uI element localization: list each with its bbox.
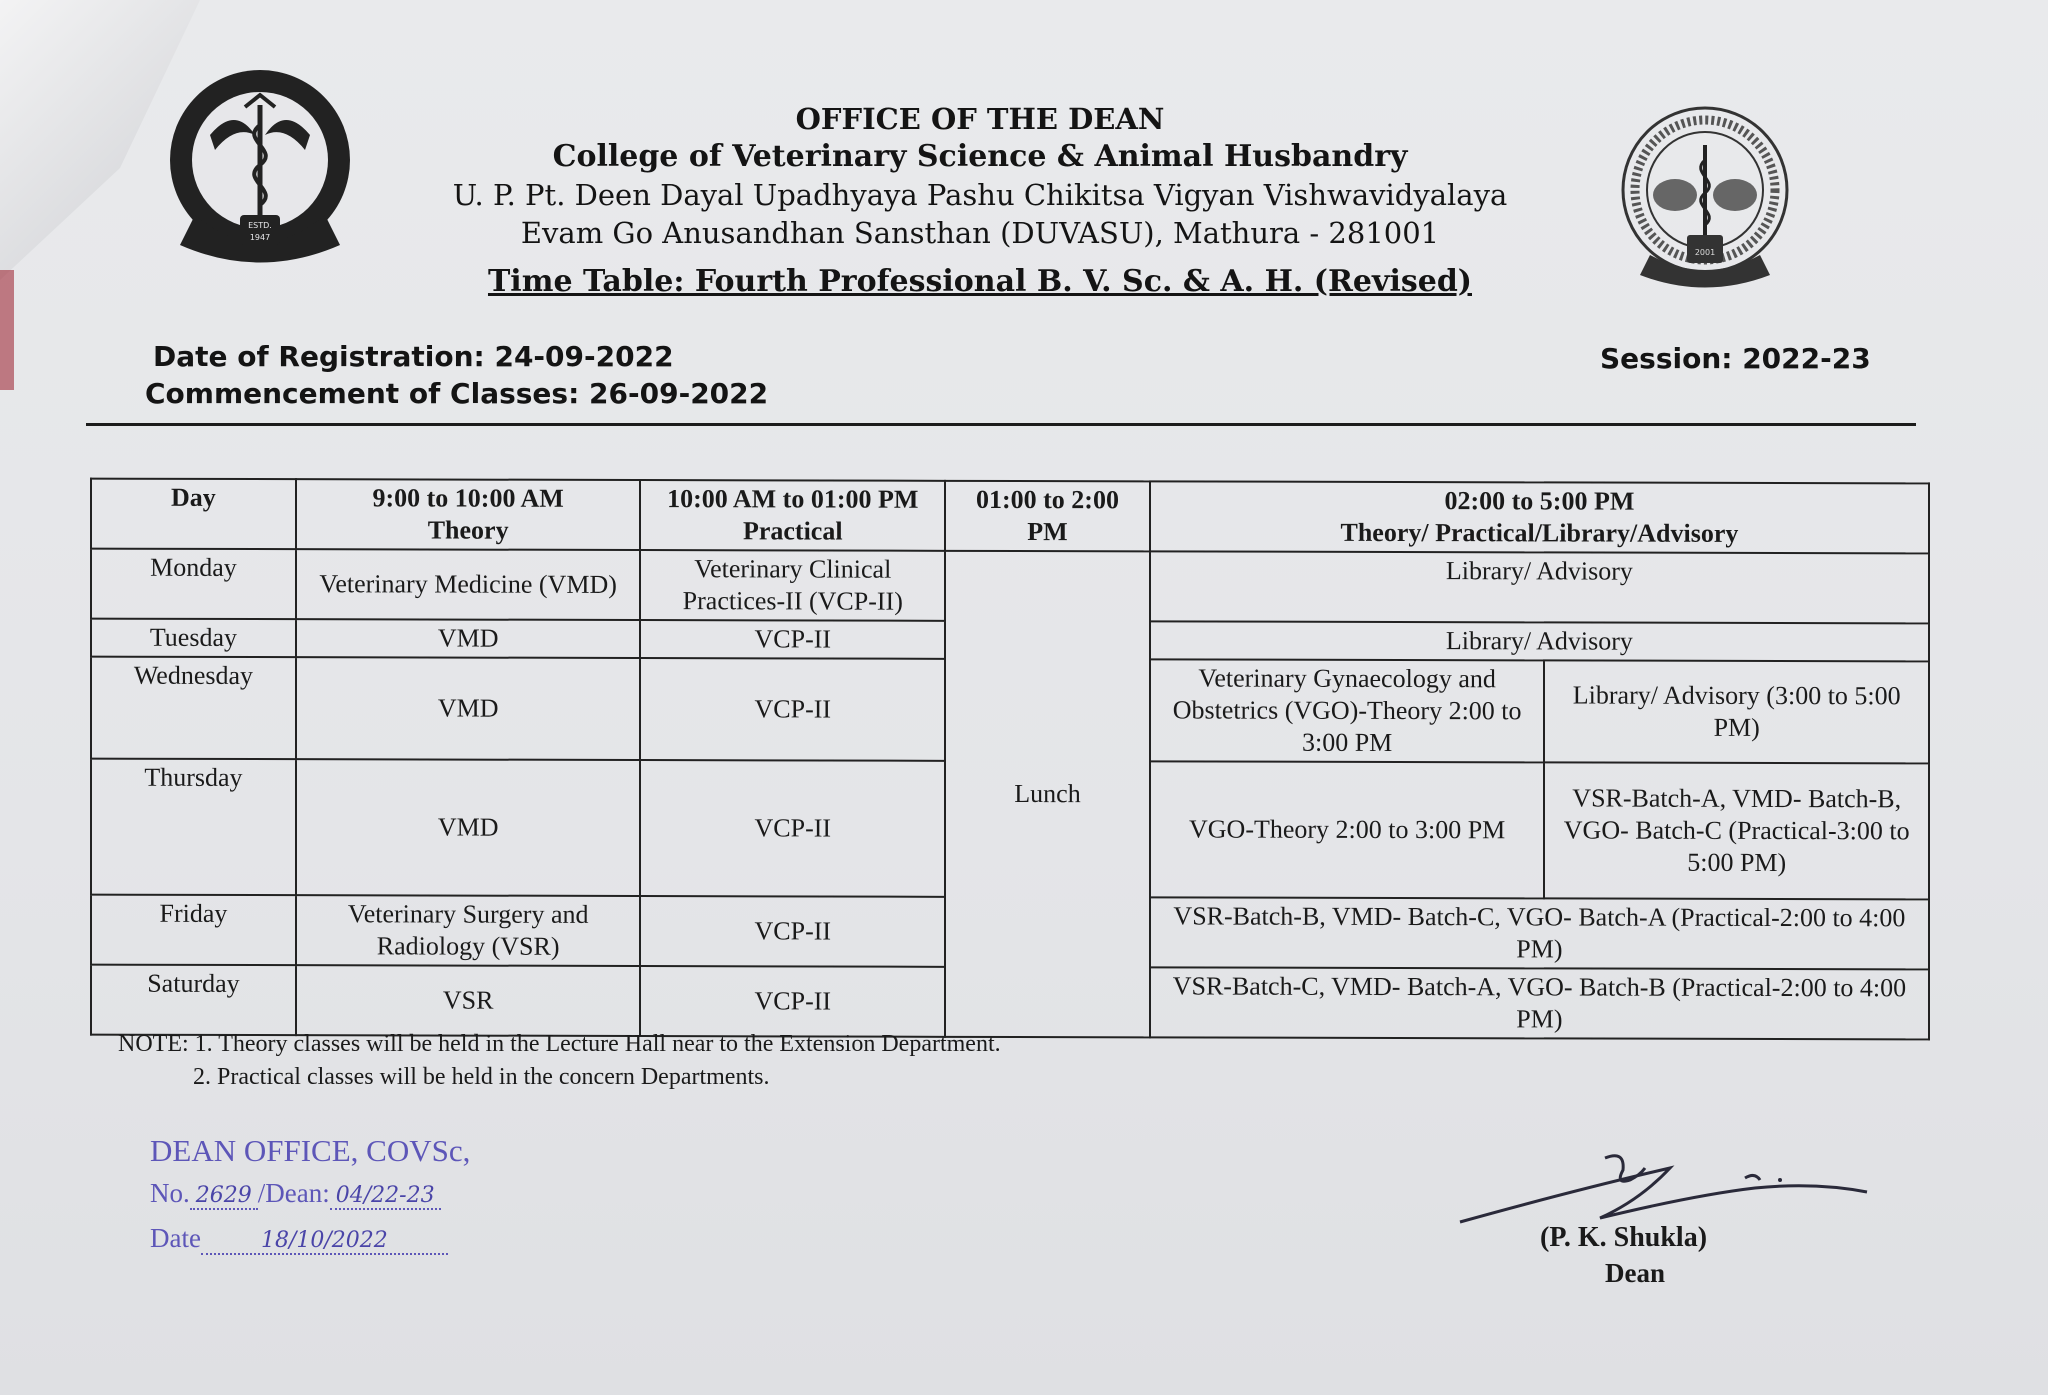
- header-slot3: 01:00 to 2:00 PM: [945, 481, 1150, 552]
- day-cell: Saturday: [91, 965, 296, 1036]
- day-cell: Thursday: [91, 759, 296, 896]
- registration-date: Date of Registration: 24-09-2022: [153, 340, 674, 373]
- logo-right-year: 2001: [1694, 248, 1716, 257]
- header-day: Day: [91, 479, 296, 550]
- stamp-dean-value: 04/22-23: [330, 1183, 441, 1210]
- office-stamp: [150, 1130, 470, 1262]
- theory-cell: VMD: [296, 619, 641, 658]
- note-2: 2. Practical classes will be held in the concern Departments.: [193, 1064, 770, 1090]
- day-cell: Wednesday: [91, 657, 296, 760]
- practical-cell: VCP-II: [640, 620, 945, 659]
- practical-cell: VCP-II: [640, 966, 945, 1037]
- table-row: [91, 549, 1929, 624]
- session-label: Session: 2022-23: [1600, 342, 1871, 375]
- practical-cell: Veterinary Clinical Practices-II (VCP-II): [640, 550, 945, 621]
- afternoon-cell: VSR-Batch-C, VMD- Batch-A, VGO- Batch-B (Practical-2:00 to 4:00 PM): [1150, 967, 1929, 1039]
- header-slot2: 10:00 AM to 01:00 PM Practical: [640, 480, 945, 551]
- theory-cell: VSR: [296, 965, 641, 1036]
- university-address: Evam Go Anusandhan Sansthan (DUVASU), Mathura - 281001: [520, 216, 1440, 250]
- practical-cell: VCP-II: [640, 760, 945, 897]
- note-1: NOTE: 1. Theory classes will be held in the Lecture Hall near to the Extension Department.: [118, 1031, 1001, 1057]
- college-name: College of Veterinary Science & Animal Husbandry: [552, 139, 1408, 174]
- stamp-date-label: Date: [150, 1223, 201, 1253]
- header-divider: [86, 423, 1916, 426]
- lunch-cell: Lunch: [945, 551, 1150, 1038]
- university-logo-icon: [1615, 95, 1795, 300]
- stamp-no-value: 2629: [190, 1183, 258, 1210]
- afternoon-cell-a: VGO-Theory 2:00 to 3:00 PM: [1150, 761, 1545, 898]
- theory-cell: Veterinary Surgery and Radiology (VSR): [296, 895, 641, 966]
- stamp-date-value: 18/10/2022: [201, 1228, 448, 1255]
- stamp-date-line: [150, 1217, 470, 1262]
- background-edge: [0, 270, 14, 390]
- table-header-row: [91, 479, 1929, 554]
- afternoon-cell-b: VSR-Batch-A, VMD- Batch-B, VGO- Batch-C (Practical-3:00 to 5:00 PM): [1544, 762, 1929, 899]
- day-cell: Tuesday: [91, 619, 296, 658]
- logo-year-label: 1947: [249, 233, 271, 242]
- notes: [118, 1028, 1001, 1094]
- theory-cell: VMD: [296, 759, 641, 896]
- college-logo-icon: [155, 65, 370, 265]
- signatory-title: Dean: [1605, 1258, 1665, 1288]
- stamp-dean-label: /Dean:: [257, 1178, 330, 1208]
- afternoon-cell-b: Library/ Advisory (3:00 to 5:00 PM): [1544, 660, 1929, 763]
- afternoon-cell-a: Veterinary Gynaecology and Obstetrics (VGO)-Theory 2:00 to 3:00 PM: [1150, 659, 1545, 762]
- letterhead: [380, 100, 1580, 302]
- stamp-no-label: No.: [150, 1178, 190, 1208]
- practical-cell: VCP-II: [640, 896, 945, 967]
- day-cell: Monday: [91, 549, 296, 620]
- practical-cell: VCP-II: [640, 658, 945, 761]
- office-title: OFFICE OF THE DEAN: [795, 102, 1165, 136]
- header-slot1: 9:00 to 10:00 AM Theory: [296, 479, 641, 550]
- afternoon-cell: Library/ Advisory: [1150, 551, 1929, 623]
- stamp-title: DEAN OFFICE, COVSc,: [150, 1133, 471, 1168]
- logo-estd-label: ESTD.: [248, 221, 272, 230]
- theory-cell: VMD: [296, 657, 641, 760]
- afternoon-cell: Library/ Advisory: [1150, 621, 1929, 661]
- university-name: U. P. Pt. Deen Dayal Upadhyaya Pashu Chikitsa Vigyan Vishwavidyalaya: [452, 178, 1508, 212]
- timetable-title: Time Table: Fourth Professional B. V. Sc. & A. H. (Revised): [487, 264, 1472, 299]
- theory-cell: Veterinary Medicine (VMD): [296, 549, 641, 620]
- day-cell: Friday: [91, 895, 296, 966]
- commencement-date: Commencement of Classes: 26-09-2022: [145, 377, 769, 410]
- signatory-name: (P. K. Shukla): [1540, 1222, 1708, 1253]
- afternoon-cell: VSR-Batch-B, VMD- Batch-C, VGO- Batch-A (Practical-2:00 to 4:00 PM): [1150, 897, 1929, 969]
- header-slot4: 02:00 to 5:00 PM Theory/ Practical/Library/Advisory: [1150, 481, 1929, 553]
- stamp-number-line: [150, 1172, 470, 1217]
- timetable: [90, 478, 1930, 1041]
